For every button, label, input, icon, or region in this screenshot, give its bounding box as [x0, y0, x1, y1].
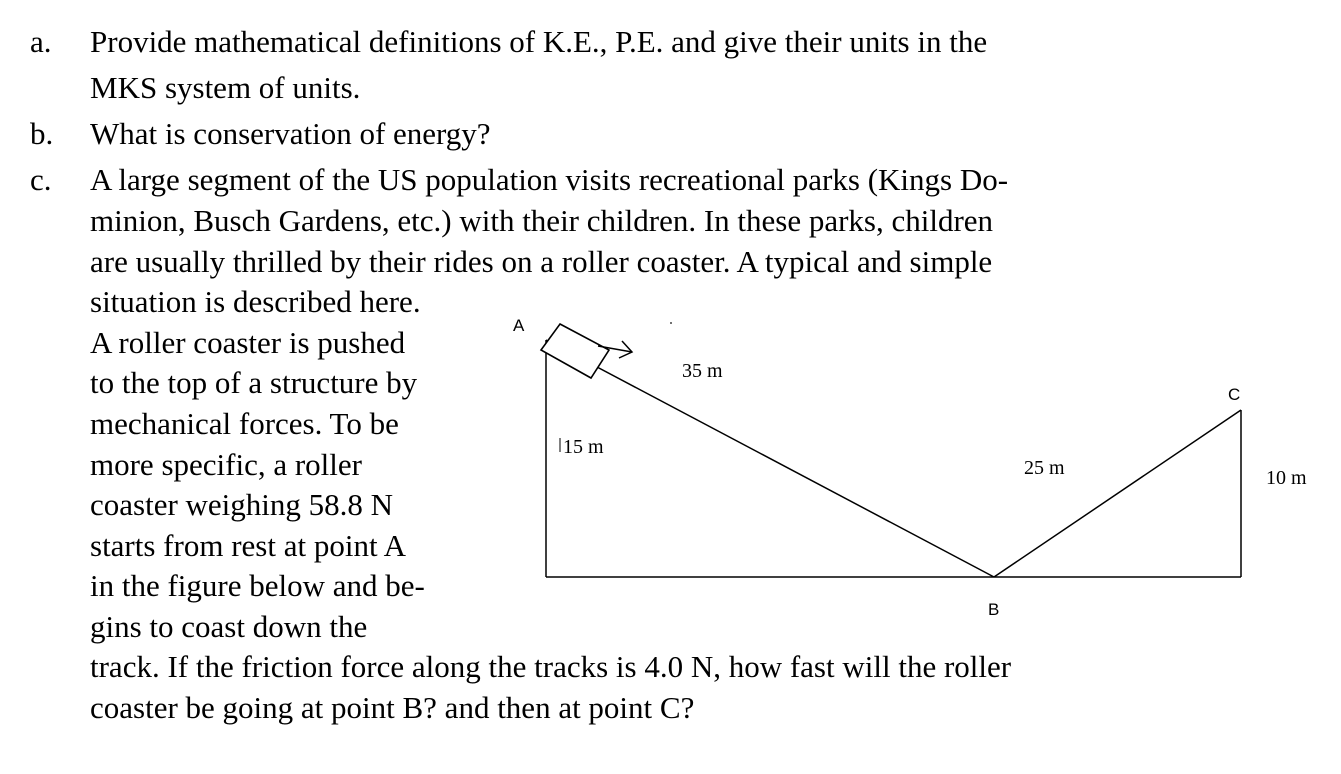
item-a-marker: a. — [30, 24, 52, 59]
slope-ab-label: 35 m — [682, 360, 723, 382]
item-c-line-14: coaster be going at point B? and then at point C? — [90, 690, 695, 725]
item-c-line-10: starts from rest at point A — [90, 528, 406, 563]
item-c-line-1: A large segment of the US population visits recreational parks (Kings Do- — [90, 162, 1009, 197]
item-b-line-1: What is conservation of energy? — [90, 116, 491, 151]
item-c-line-4: situation is described here. — [90, 284, 421, 319]
item-b-marker: b. — [30, 116, 54, 151]
height-a-label: 15 m — [563, 436, 604, 458]
item-c-line-2: minion, Busch Gardens, etc.) with their children. In these parks, children — [90, 203, 994, 238]
height-c-label: 10 m — [1266, 467, 1307, 489]
item-c-marker: c. — [30, 162, 52, 197]
item-c-line-8: more specific, a roller — [90, 447, 362, 482]
item-c-line-3: are usually thrilled by their rides on a roller coaster. A typical and simple — [90, 244, 993, 279]
item-a-line-1: Provide mathematical definitions of K.E., P.E. and give their units in the — [90, 24, 988, 59]
coaster-car-shape — [541, 324, 609, 378]
item-a-line-2: MKS system of units. — [90, 70, 361, 105]
item-c-line-12: gins to coast down the — [90, 609, 368, 644]
item-c-line-9: coaster weighing 58.8 N — [90, 487, 394, 522]
item-c-line-7: mechanical forces. To be — [90, 406, 399, 441]
point-c-label: C — [1228, 385, 1241, 404]
item-c-line-6: to the top of a structure by — [90, 365, 418, 400]
point-a-label: A — [513, 316, 525, 335]
slope-bc-label: 25 m — [1024, 457, 1065, 479]
track-ab-line — [546, 340, 994, 577]
item-c-line-11: in the figure below and be- — [90, 568, 425, 603]
item-c-line-13: track. If the friction force along the tracks is 4.0 N, how fast will the roller — [90, 649, 1012, 684]
point-b-label: B — [988, 600, 1000, 619]
item-c-line-5: A roller coaster is pushed — [90, 325, 406, 360]
track-bc-line — [994, 410, 1241, 577]
stray-dot — [670, 322, 672, 324]
